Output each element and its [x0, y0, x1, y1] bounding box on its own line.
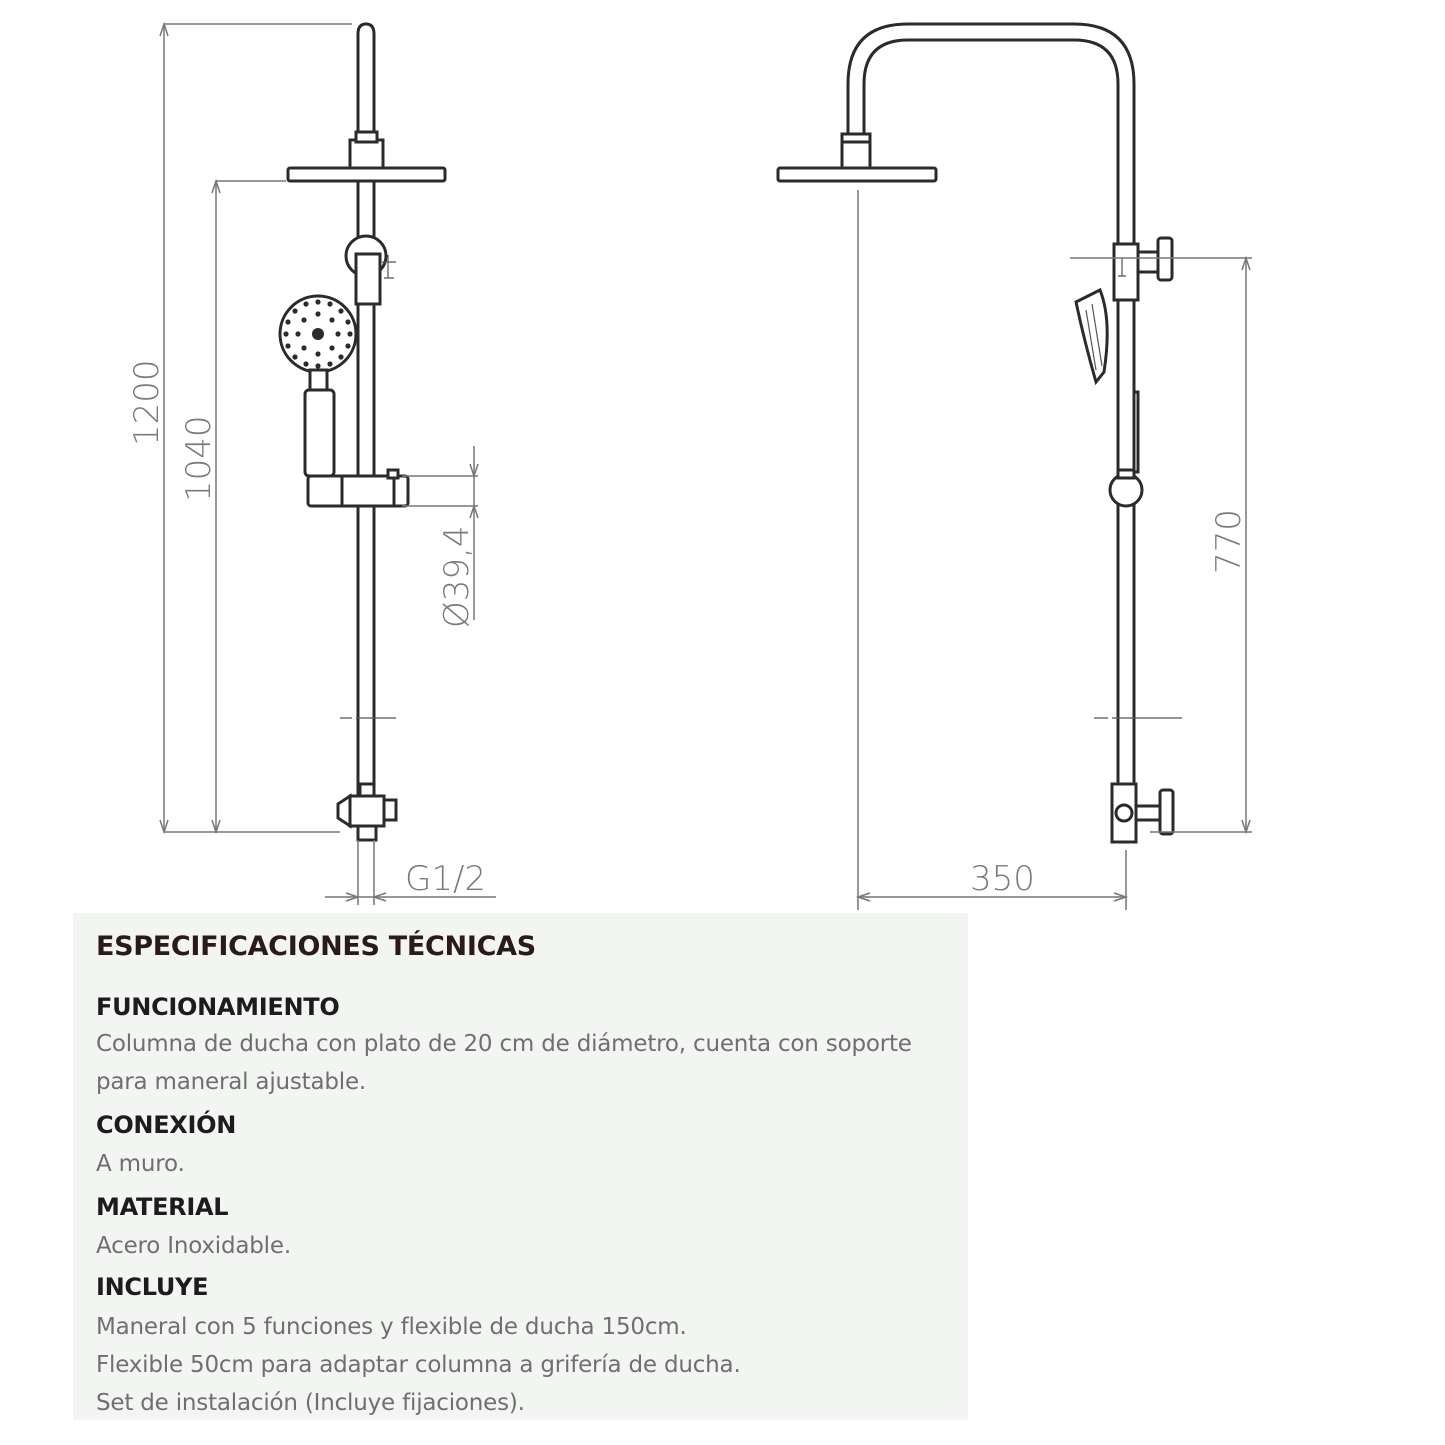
spec-line: Set de instalación (Incluye fijaciones).: [96, 1390, 525, 1416]
dim-total-height: 1200: [127, 359, 167, 446]
side-dimensions: [858, 190, 1252, 910]
front-hand-shower-handle: [305, 390, 334, 476]
side-diverter: [1114, 244, 1138, 300]
side-arch-arm: [848, 24, 1134, 840]
dim-column-height: 1040: [179, 415, 219, 502]
spec-body-incluye: [96, 1308, 741, 1422]
front-bottom-valve: [350, 796, 384, 826]
spec-heading-incluye: INCLUYE: [96, 1273, 209, 1301]
spec-panel: [73, 913, 968, 1420]
side-view: [778, 24, 1182, 842]
spec-line: Acero Inoxidable.: [96, 1233, 291, 1259]
side-hand-shower: [1076, 290, 1107, 382]
front-view: [280, 24, 445, 840]
dim-slide-height: 770: [1209, 509, 1249, 574]
spec-line: A muro.: [96, 1151, 185, 1177]
spec-line: Columna de ducha con plato de 20 cm de diámetro, cuenta con soporte: [96, 1031, 912, 1057]
spec-body-funcionamiento: [96, 1025, 912, 1101]
spec-line: Flexible 50cm para adaptar columna a grifería de ducha.: [96, 1352, 741, 1378]
spec-heading-conexion: CONEXIÓN: [96, 1111, 237, 1139]
spec-body-material: [96, 1227, 291, 1265]
spec-title: ESPECIFICACIONES TÉCNICAS: [96, 931, 536, 962]
side-head-connector: [842, 142, 870, 168]
dim-arm-reach: 350: [970, 859, 1035, 899]
spec-line: Maneral con 5 funciones y flexible de ducha 150cm.: [96, 1314, 687, 1340]
side-shower-head: [778, 168, 936, 181]
dim-bar-diameter: Ø39,4: [437, 525, 477, 628]
spec-body-conexion: [96, 1145, 185, 1183]
spec-line: para maneral ajustable.: [96, 1069, 367, 1095]
spec-heading-material: MATERIAL: [96, 1193, 229, 1221]
front-shower-head: [288, 168, 445, 181]
dim-thread: G1/2: [405, 859, 487, 899]
spec-heading-funcionamiento: FUNCIONAMIENTO: [96, 993, 340, 1021]
front-head-connector: [350, 140, 383, 168]
